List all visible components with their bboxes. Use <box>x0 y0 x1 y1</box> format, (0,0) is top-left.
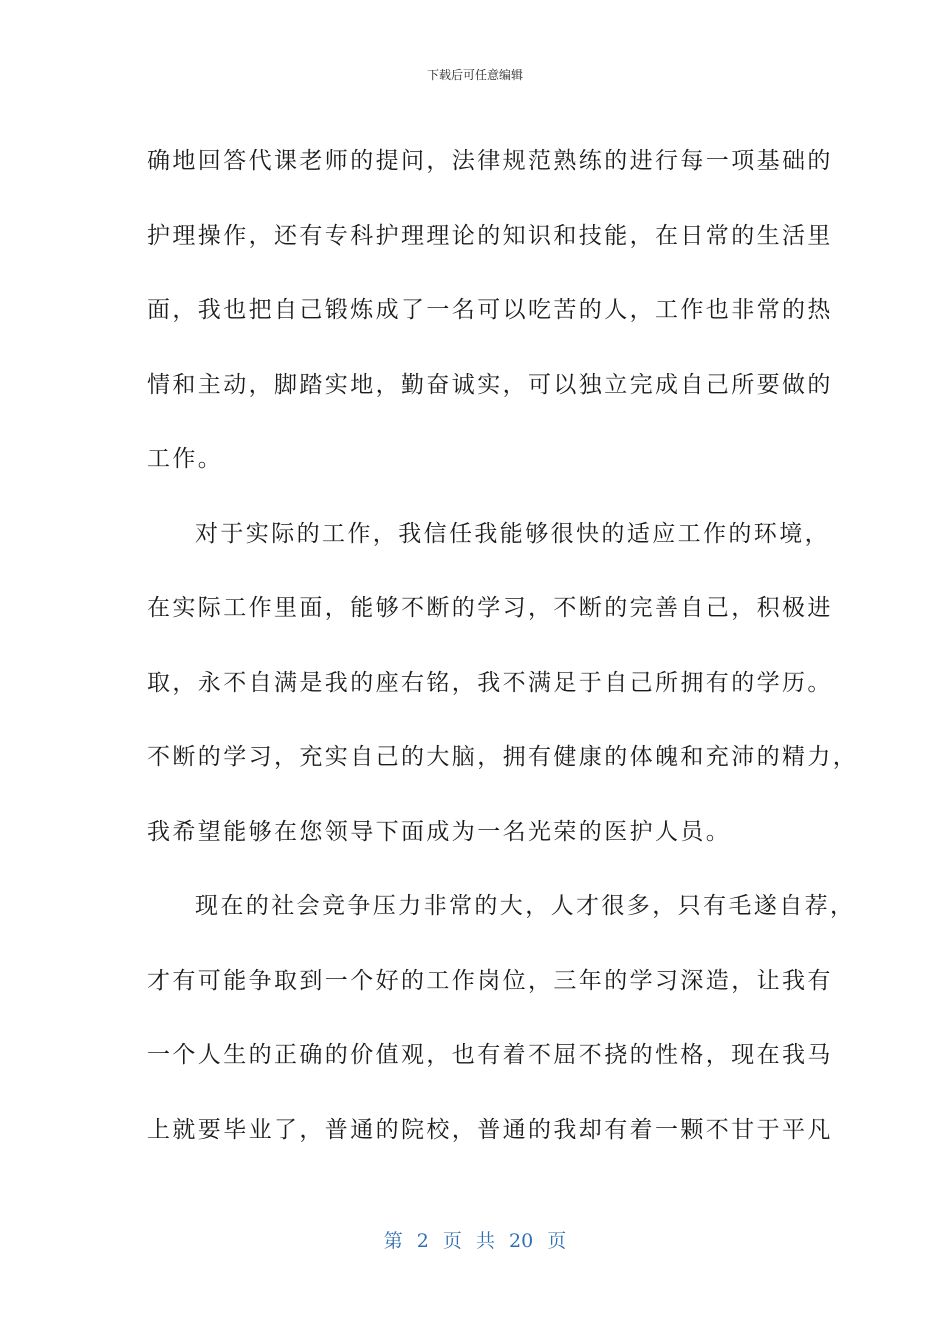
text-line: 确地回答代课老师的提问，法律规范熟练的进行每一项基础的 <box>147 148 833 174</box>
text-line: 我希望能够在您领导下面成为一名光荣的医护人员。 <box>147 818 732 845</box>
page-header: 下载后可任意编辑 <box>426 68 523 82</box>
text-line: 不断的学习，充实自己的大脑，拥有健康的体魄和充沛的精力， <box>147 744 859 770</box>
text-line: 才有可能争取到一个好的工作岗位，三年的学习深造，让我有 <box>147 967 833 994</box>
text-line: 面，我也把自己锻炼成了一名可以吃苦的人，工作也非常的热 <box>147 297 833 323</box>
document-body <box>147 124 859 1167</box>
page-number-footer: 第 2 页 共 20 页 <box>383 1230 567 1252</box>
text-line: 护理操作，还有专科护理理论的知识和技能，在日常的生活里 <box>147 222 833 249</box>
text-line: 一个人生的正确的价值观，也有着不屈不挠的性格，现在我马 <box>147 1042 833 1068</box>
text-line: 在实际工作里面，能够不断的学习，不断的完善自己，积极进 <box>147 595 833 621</box>
text-line: 取，永不自满是我的座右铭，我不满足于自己所拥有的学历。 <box>147 669 833 696</box>
text-line: 上就要毕业了，普通的院校，普通的我却有着一颗不甘于平凡 <box>147 1116 833 1143</box>
paragraph-first-line: 对于实际的工作，我信任我能够很快的适应工作的环境， <box>195 520 830 547</box>
text-line: 工作。 <box>147 446 224 472</box>
text-line: 情和主动，脚踏实地，勤奋诚实，可以独立完成自己所要做的 <box>147 371 833 398</box>
paragraph-first-line: 现在的社会竞争压力非常的大，人才很多，只有毛遂自荐， <box>195 893 856 919</box>
